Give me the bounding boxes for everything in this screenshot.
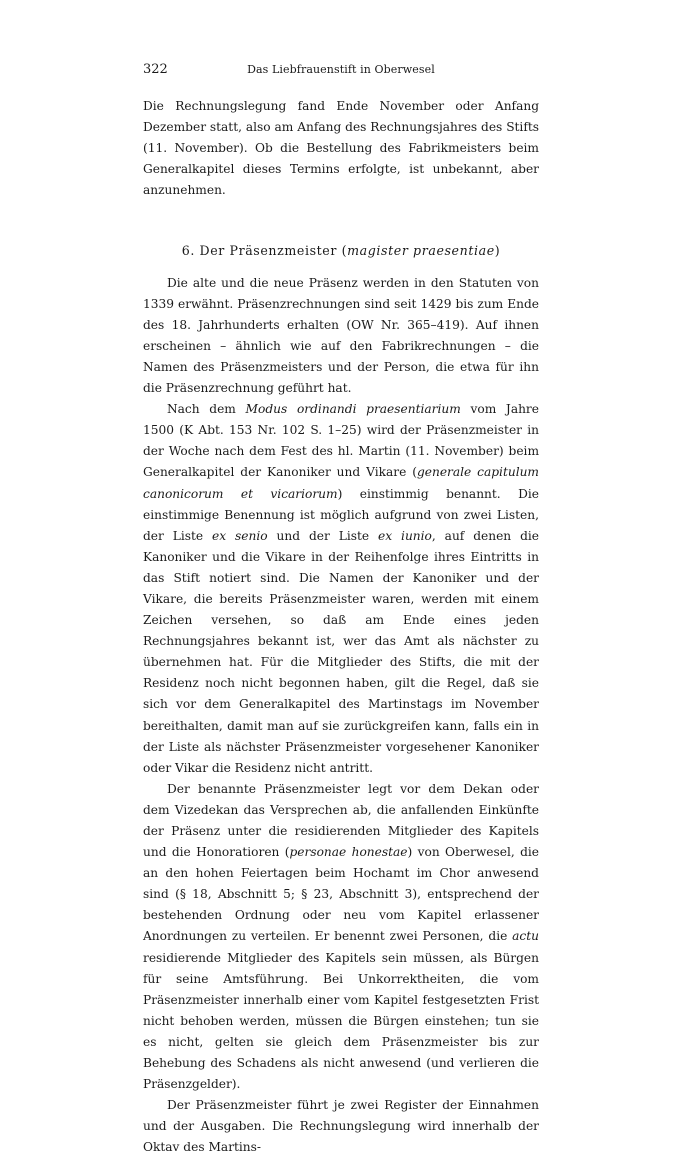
page-number: 322 bbox=[143, 62, 168, 77]
paragraph-4-italic-1: personae honestae bbox=[289, 845, 408, 860]
paragraph-3-italic-3: ex senio bbox=[212, 528, 268, 543]
paragraph-4-text-1: Der benannte Präsenzmeister legt vor dem Dekan oder dem Vizedekan das Versprechen ab, die anfallenden Einkünfte der Präsenz unter die residierenden Mitglieder des Kapitels und die Honoratioren ( bbox=[143, 781, 539, 860]
page-header bbox=[143, 62, 539, 82]
section-heading-title: 6. Der Präsenzmeister ( bbox=[181, 243, 348, 259]
paragraph-3-italic-4: ex iunio bbox=[378, 528, 432, 543]
paragraph-4-text-2: ) von Oberwesel, die an den hohen Feiertagen beim Hochamt im Chor anwesend sind (§ 18, Abschnitt 5; § 23, Abschnitt 3), entsprechend der bestehenden Ordnung oder neu vom Kapitel erlassener Anordnungen zu verteilen. Er benennt zwei Personen, die bbox=[143, 845, 540, 944]
paragraph-3-text-3: ) einstimmig benannt. Die einstimmige Benennung ist möglich aufgrund von zwei Listen, der Liste bbox=[143, 486, 539, 543]
paragraph-2: Die alte und die neue Präsenz werden in den Statuten von 1339 erwähnt. Präsenzrechnungen sind seit 1429 bis zum Ende des 18. Jahrhunderts erhalten (OW Nr. 365–419). Auf ihnen erscheinen – ähnlich wie auf den Fabrikrechnungen – die Namen des Präsenzmeisters und der Person, die etwa für ihn die Präsenzrechnung geführt hat. bbox=[143, 275, 539, 396]
section-heading bbox=[143, 240, 539, 261]
paragraph-3-text-5: , auf denen die Kanoniker und die Vikare in der Reihenfolge ihres Eintritts in das Stift notiert sind. Die Namen der Kanoniker und der Vikare, die bereits Präsenzmeister waren, werden mit einem Zeichen versehen, so daß am Ende eines jeden Rechnungsjahres bekannt ist, wer das Amt als nächster zu übernehmen hat. Für die Mitglieder des Stifts, die mit der Residenz noch nicht begonnen haben, gilt die Regel, daß sie sich vor dem Generalkapitel des Martinstags im November bereithalten, damit man auf sie zurückgreifen kann, falls ein in der Liste als nächster Präsenzmeister vorgesehener Kanoniker oder Vikar die Residenz nicht antritt. bbox=[143, 528, 539, 775]
paragraph-4-text-3: residierende Mitglieder des Kapitels sein müssen, als Bürgen für seine Amtsführung. Bei Unkorrektheiten, die vom Präsenzmeister innerhalb einer vom Kapitel festgesetzten Frist nicht behoben werden, müssen die Bürgen einstehen; tun sie es nicht, gelten sie gleich dem Präsenzmeister bis zur Behebung des Schadens als nicht anwesend (und verlieren die Präsenzgelder). bbox=[143, 950, 539, 1092]
paragraph-3-italic-2: generale capitulum canonicorum et vicariorum bbox=[143, 465, 539, 501]
paragraph-1: Die Rechnungslegung fand Ende November oder Anfang Dezember statt, also am Anfang des Rechnungsjahres des Stifts (11. November). Ob die Bestellung des Fabrikmeisters beim Generalkapitel dieses Termins erfolgte, ist unbekannt, aber anzunehmen. bbox=[143, 99, 539, 198]
paragraph-3 bbox=[143, 399, 539, 779]
paragraph-3-italic-1: Modus ordinandi praesentiarium bbox=[245, 402, 461, 417]
section-heading-latin: magister praesentiae bbox=[347, 243, 495, 259]
paragraph-3-text-4: und der Liste bbox=[267, 528, 379, 543]
paragraph-5: Der Präsenzmeister führt je zwei Register der Einnahmen und der Ausgaben. Die Rechnungslegung wird innerhalb der Oktav des Martins- bbox=[143, 1098, 539, 1155]
running-head: Das Liebfrauenstift in Oberwesel bbox=[247, 63, 435, 76]
section-heading-close: ) bbox=[494, 243, 501, 259]
paragraph-3-text-1: Nach dem bbox=[167, 402, 246, 417]
body-text bbox=[143, 96, 539, 1159]
paragraph-3-text-2: vom Jahre 1500 (K Abt. 153 Nr. 102 S. 1–25) wird der Präsenzmeister in der Woche nach dem Fest des hl. Martin (11. November) beim Generalkapitel der Kanoniker und Vikare ( bbox=[143, 402, 539, 480]
paragraph-4-italic-2: actu bbox=[512, 929, 539, 944]
